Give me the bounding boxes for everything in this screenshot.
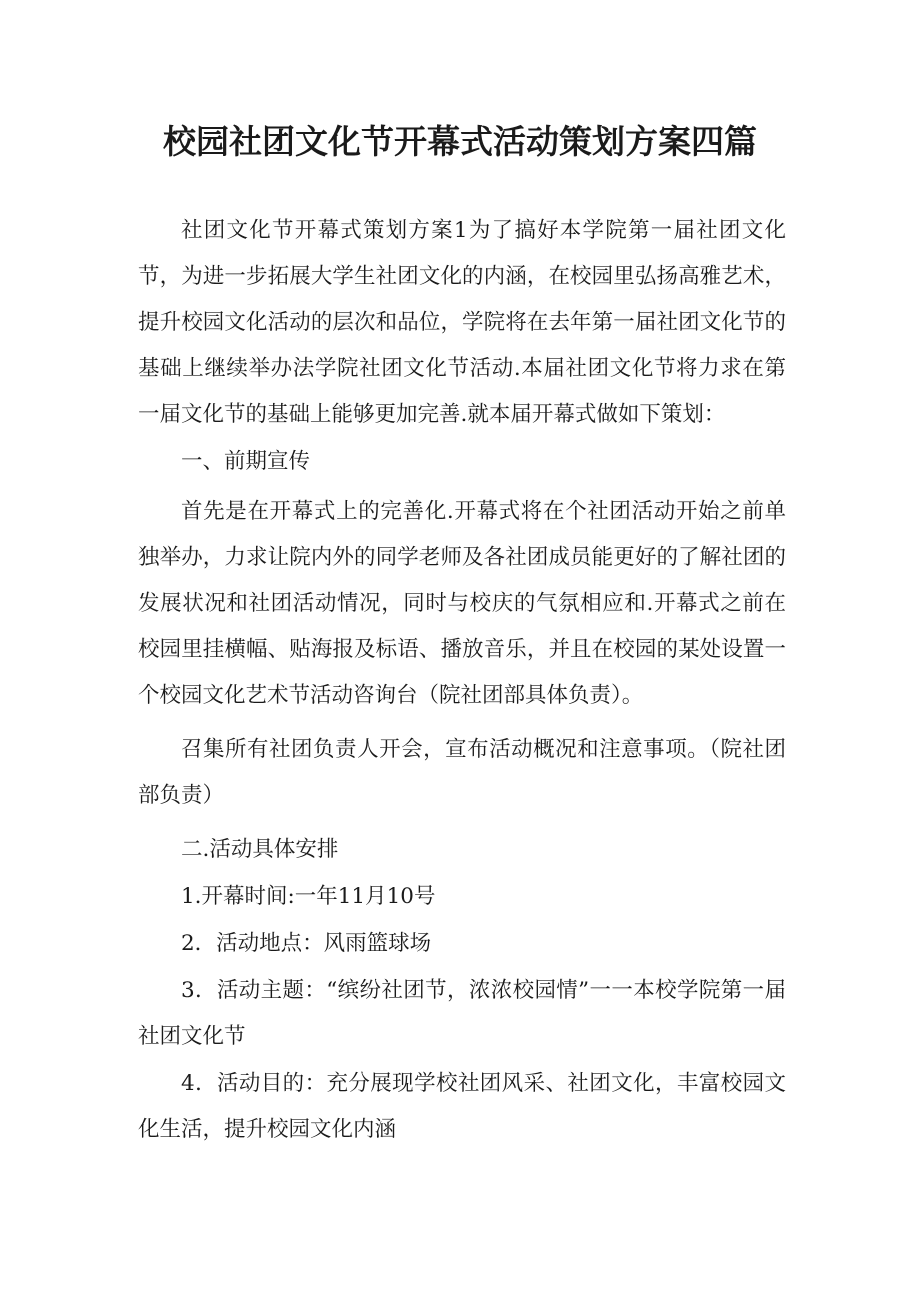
paragraph-publicity: 首先是在开幕式上的完善化.开幕式将在个社团活动开始之前单独举办，力求让院内外的同学老师及各社团成员能更好的了解社团的发展状况和社团活动情况，同时与校庆的气氛相应和.开幕式之前在校园里挂横幅、贴海报及标语、播放音乐，并且在校园的某处设置一个校园文化艺术节活动咨询台（院社团部具体负责）。 [138,499,786,708]
list-item-purpose: 4．活动目的：充分展现学校社团风采、社团文化，丰富校园文化生活，提升校园文化内涵 [138,1071,786,1142]
section-heading-schedule: 二.活动具体安排 [181,837,339,862]
section-heading-publicity: 一、前期宣传 [181,449,311,474]
document-title: 校园社团文化节开幕式活动策划方案四篇 [163,122,757,161]
document-body [138,208,786,1154]
list-item-time: 1.开幕时间:一年11月10号 [181,884,436,909]
paragraph-intro: 社团文化节开幕式策划方案1为了搞好本学院第一届社团文化节，为进一步拓展大学生社团文化的内涵，在校园里弘扬高雅艺术，提升校园文化活动的层次和品位，学院将在去年第一届社团文化节的基础上继续举办法学院社团文化节活动.本届社团文化节将力求在第一届文化节的基础上能够更加完善.就本届开幕式做如下策划： [138,218,786,427]
list-item-theme: 3．活动主题：“缤纷社团节，浓浓校园情”一一本校学院第一届社团文化节 [138,978,786,1049]
list-item-location: 2．活动地点：风雨篮球场 [181,931,432,956]
paragraph-meeting: 召集所有社团负责人开会，宣布活动概况和注意事项。（院社团部负责） [138,737,786,808]
